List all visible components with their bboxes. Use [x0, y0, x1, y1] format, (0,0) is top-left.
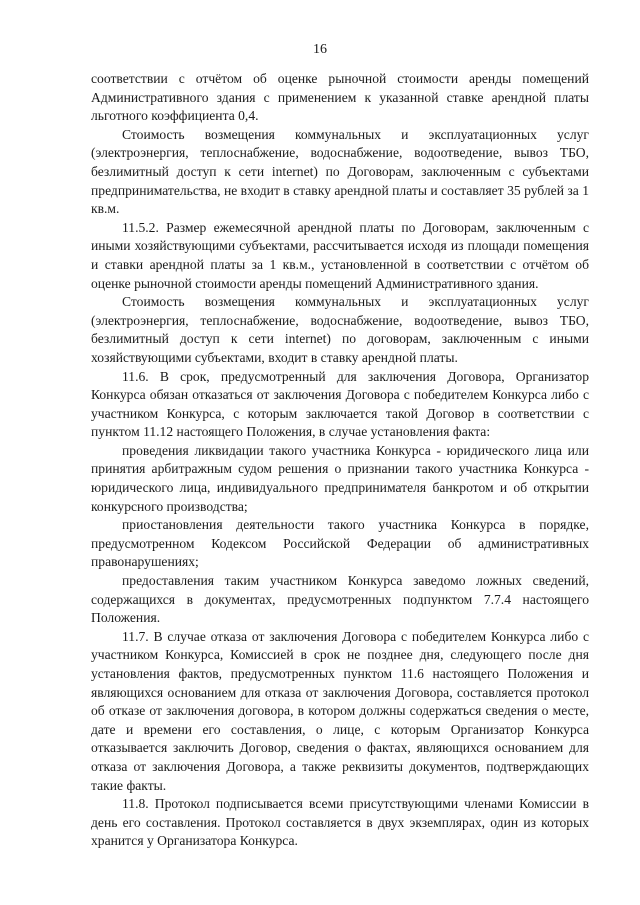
- paragraph-11-6-liquidation: проведения ликвидации такого участника Конкурса - юридического лица или принятия арбитражным судом решения о признании такого участника Конкурса - юридического лица, индивидуального предпринимателя банкротом и об открытии конкурсного производства;: [91, 442, 589, 514]
- paragraph-11-8: 11.8. Протокол подписывается всеми присутствующими членами Комиссии в день его составления. Протокол составляется в двух экземплярах, один из которых хранится у Организатора Конкурса.: [91, 796, 589, 849]
- paragraph-11-6: 11.6. В срок, предусмотренный для заключения Договора, Организатор Конкурса обязан отказаться от заключения Договора с победителем Конкурса либо с участником Конкурса, с которым заключается такой Договор в соответствии с пунктом 11.12 настоящего Положения, в случае установления факта:: [91, 368, 589, 440]
- paragraph-11-6-false-information: предоставления таким участником Конкурса заведомо ложных сведений, содержащихся в документах, предусмотренных подпунктом 7.7.4 настоящего Положения.: [91, 573, 589, 626]
- paragraph-11-7: 11.7. В случае отказа от заключения Договора с победителем Конкурса либо с участником Конкурса, Комиссией в срок не позднее дня, следующего после дня установления фактов, предусмотренных пунктом 11.6 настоящего Положения и являющихся основанием для отказа от заключения Договора, составляется протокол об отказе от заключения договора, в котором должны содержаться сведения о месте, дате и времени его составления, о лице, с которым Организатор Конкурса отказывается заключить Договор, сведения о фактах, являющихся основанием для отказа от заключения Договора, а также реквизиты документов, подтверждающих такие факты.: [91, 628, 589, 793]
- paragraph-utilities-cost-entrepreneurs: Стоимость возмещения коммунальных и эксплуатационных услуг (электроэнергия, теплоснабжение, водоснабжение, водоотведение, вывоз ТБО, безлимитный доступ к сети internet) по Договорам, заключенным с субъектами предпринимательства, не входит в ставку арендной платы и составляет 35 рублей за 1 кв.м.: [91, 126, 589, 217]
- paragraph-continuation-11-5-1: соответствии с отчётом об оценке рыночной стоимости аренды помещений Административного здания с применением к указанной ставке арендной платы льготного коэффициента 0,4.: [91, 71, 589, 124]
- document-body: [91, 70, 589, 851]
- paragraph-utilities-cost-other-entities: Стоимость возмещения коммунальных и эксплуатационных услуг (электроэнергия, теплоснабжение, водоснабжение, водоотведение, вывоз ТБО, безлимитный доступ к сети internet) по договорам, заключенным с иными хозяйствующими субъектами, входит в ставку арендной платы.: [91, 294, 589, 365]
- paragraph-11-5-2: 11.5.2. Размер ежемесячной арендной платы по Договорам, заключенным с иными хозяйствующими субъектами, рассчитывается исходя из площади помещения и ставки арендной платы за 1 кв.м., установленной в соответствии с отчётом об оценке рыночной стоимости аренды помещений Административного здания.: [91, 219, 589, 291]
- page-number: 16: [313, 42, 327, 57]
- paragraph-11-6-suspension: приостановления деятельности такого участника Конкурса в порядке, предусмотренном Кодексом Российской Федерации об административных правонарушениях;: [91, 517, 589, 570]
